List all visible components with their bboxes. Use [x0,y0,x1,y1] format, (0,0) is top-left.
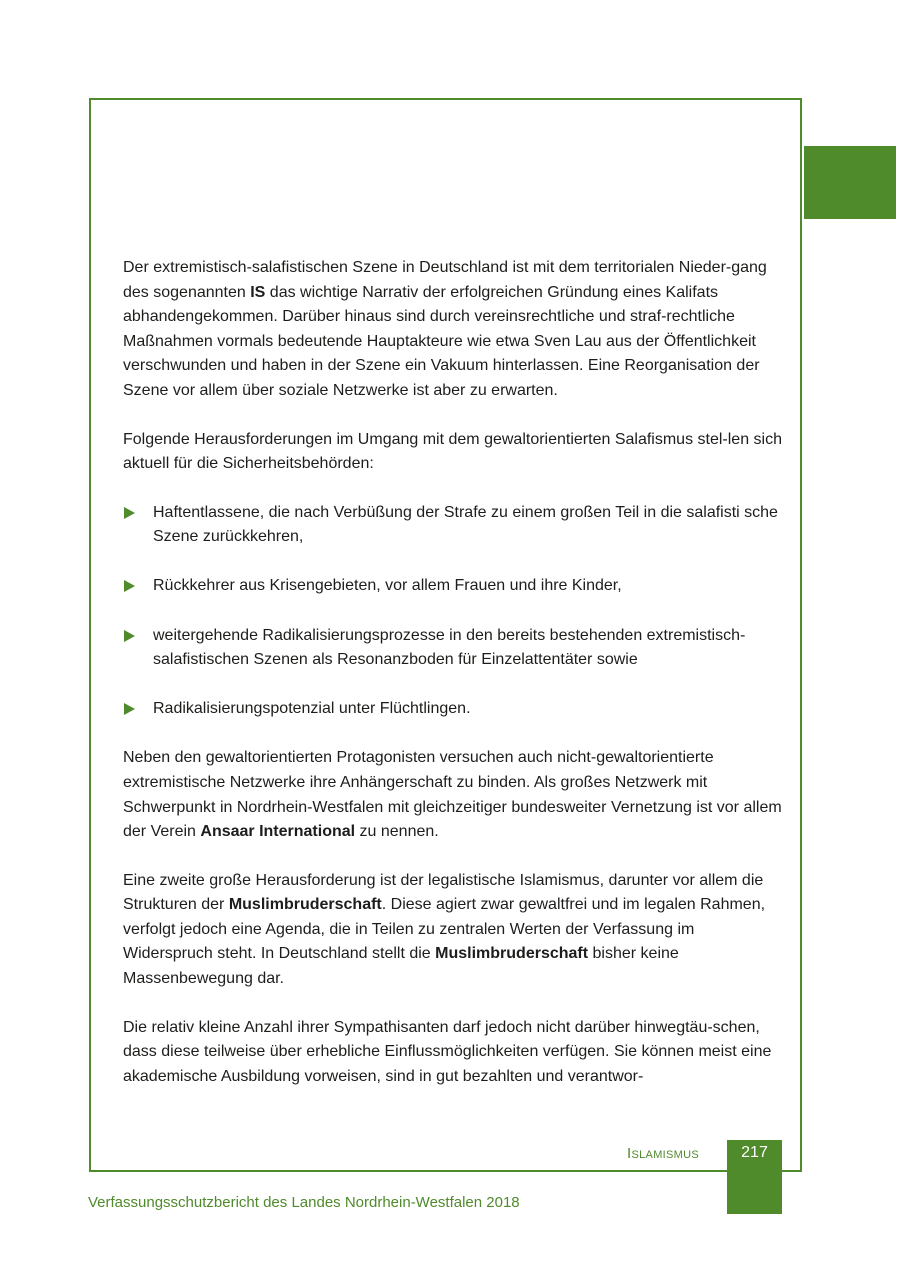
paragraph-3-text: Neben den gewaltorientierten Protagonisten versuchen auch nicht-gewaltorientierte extremistische Netzwerke ihre Anhängerschaft zu binden. Als großes Netzwerk mit Schwerpunkt in Nordrhein-Westfalen mit gleichzeitiger bundesweiter Vernetzung ist vor allem der Verein [123,749,782,841]
list-item [123,574,788,599]
paragraph-4-rest: bisher keine Massenbewegung dar. [123,945,679,988]
paragraph-2: Folgende Herausforderungen im Umgang mit dem gewaltorientierten Salafismus stel-len sich aktuell für die Sicherheitsbehörden: [123,430,782,473]
paragraph-4-middle: . Diese agiert zwar gewaltfrei und im legalen Rahmen, verfolgt jedoch eine Agenda, die in Teilen zu zentralen Werten der Verfassung im Widerspruch steht. In Deutschland stellt die [123,896,766,963]
page-number-box [727,1140,782,1214]
paragraph-4-text: Eine zweite große Herausforderung ist der legalistische Islamismus, darunter vor allem die Strukturen der [123,871,764,914]
body-text [123,256,788,1113]
list-item-text: weitergehende Radikalisierungsprozesse in den bereits bestehenden extremistisch-salafistischen Szenen als Resonanzboden für Einzelattentäter sowie [153,626,746,669]
paragraph-4-bold-1: Muslimbruderschaft [228,896,382,914]
paragraph-1 [123,256,788,404]
triangle-bullet-icon [124,507,135,519]
section-label: Islamismus [627,1145,699,1162]
triangle-bullet-icon [124,630,135,642]
paragraph-1-text: Der extremistisch-salafistischen Szene in Deutschland ist mit dem territorialen Nieder-gang des sogenannten [123,259,767,301]
paragraph-1-bold: IS [250,283,266,301]
paragraph-3-bold: Ansaar International [200,823,356,841]
paragraph-3 [123,746,788,844]
list-item [123,501,788,550]
triangle-bullet-icon [124,703,135,715]
list-item-text: Radikalisierungspotenzial unter Flüchtlingen. [153,700,471,718]
chapter-tab [804,146,896,219]
paragraph-5: Die relativ kleine Anzahl ihrer Sympathisanten darf jedoch nicht darüber hinwegtäu-schen, dass diese teilweise über erhebliche Einflussmöglichkeiten verfügen. Sie können meist eine akademische Ausbildung vorweisen, sind in gut bezahlten und verantwor- [123,1018,772,1085]
page-number: 217 [741,1144,768,1161]
publication-title: Verfassungsschutzbericht des Landes Nordrhein-Westfalen 2018 [88,1194,520,1211]
triangle-bullet-icon [124,580,135,592]
list-item [123,697,788,722]
challenge-list [123,501,788,722]
paragraph-4 [123,869,788,992]
paragraph-3-rest: zu nennen. [355,823,439,841]
paragraph-1-rest: das wichtige Narrativ der erfolgreichen Gründung eines Kalifats abhandengekommen. Darüber hinaus sind durch vereinsrechtliche und straf-rechtliche Maßnahmen vormals bedeutende Hauptakteure wie etwa Sven Lau aus der Öffentlichkeit verschwunden und haben in der Szene ein Vakuum hinterlassen. Eine Reorganisation der Szene vor allem über soziale Netzwerke ist aber zu erwarten. [123,283,760,399]
list-item-text: Haftentlassene, die nach Verbüßung der Strafe zu einem großen Teil in die salafisti sche Szene zurückkehren, [153,503,778,546]
paragraph-4-bold-2: Muslimbruderschaft [435,945,589,963]
list-item [123,624,788,673]
list-item-text: Rückkehrer aus Krisengebieten, vor allem Frauen und ihre Kinder, [153,577,622,595]
